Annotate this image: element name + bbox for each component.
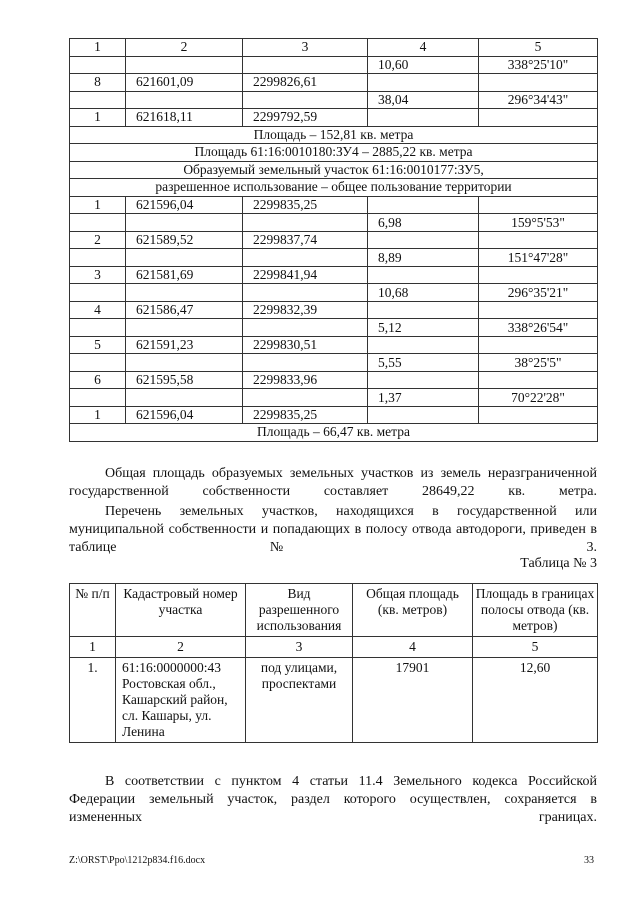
point-number: 4	[70, 301, 126, 319]
empty-cell	[70, 354, 126, 372]
point-number: 3	[70, 266, 126, 284]
segment-angle: 296°34'43"	[479, 91, 598, 109]
empty-cell	[70, 91, 126, 109]
coord-row	[70, 336, 598, 354]
segment-length: 10,60	[368, 56, 479, 74]
empty-cell	[479, 74, 598, 92]
numbering-cell: 3	[246, 637, 353, 658]
empty-cell	[243, 319, 368, 337]
coord-row	[70, 266, 598, 284]
empty-cell	[70, 389, 126, 407]
coordinates-table	[69, 38, 598, 442]
empty-cell	[368, 406, 479, 424]
coord-row	[70, 319, 598, 337]
segment-length: 10,68	[368, 284, 479, 302]
segment-length: 8,89	[368, 249, 479, 267]
coord-row	[70, 109, 598, 127]
empty-cell	[70, 284, 126, 302]
point-x: 621595,58	[126, 371, 243, 389]
header-num: № п/п	[70, 584, 116, 637]
row-usage: под улицами, проспектами	[246, 658, 353, 743]
list-paragraph: Перечень земельных участков, находящихся в государственной или муниципальной собственности и попадающих в полосу отвода автодороги, приведен в таблице № 3.	[69, 504, 597, 555]
closing-paragraph: В соответствии с пунктом 4 статьи 11.4 Земельного кодекса Российской Федерации земельный участок, раздел которого осуществлен, сохраняется в измененных границах.	[69, 774, 597, 825]
coord-header-cell: 5	[479, 39, 598, 57]
segment-angle: 296°35'21"	[479, 284, 598, 302]
coord-span-cell: разрешенное использование – общее пользование территории	[70, 179, 598, 197]
row-cadastral: 61:16:0000000:43 Ростовская обл., Кашарский район, сл. Кашары, ул. Ленина	[116, 658, 246, 743]
coord-row	[70, 371, 598, 389]
segment-angle: 151°47'28"	[479, 249, 598, 267]
coord-row	[70, 424, 598, 442]
empty-cell	[243, 354, 368, 372]
empty-cell	[126, 389, 243, 407]
empty-cell	[70, 249, 126, 267]
empty-cell	[126, 319, 243, 337]
point-number: 1	[70, 196, 126, 214]
row-num: 1.	[70, 658, 116, 743]
point-x: 621618,11	[126, 109, 243, 127]
table3-data-row	[70, 658, 598, 743]
empty-cell	[243, 214, 368, 232]
empty-cell	[243, 389, 368, 407]
row-strip-area: 12,60	[473, 658, 598, 743]
footer-file-path: Z:\ORST\Ppo\1212p834.f16.docx	[69, 855, 206, 866]
point-y: 2299833,96	[243, 371, 368, 389]
point-number: 1	[70, 109, 126, 127]
header-cadastral: Кадастровый номер участка	[116, 584, 246, 637]
header-total-area: Общая площадь (кв. метров)	[353, 584, 473, 637]
empty-cell	[70, 214, 126, 232]
coord-span-cell: Площадь – 66,47 кв. метра	[70, 424, 598, 442]
segment-length: 6,98	[368, 214, 479, 232]
coord-row	[70, 74, 598, 92]
empty-cell	[479, 301, 598, 319]
coord-row	[70, 126, 598, 144]
coord-row	[70, 231, 598, 249]
numbering-cell: 5	[473, 637, 598, 658]
empty-cell	[479, 109, 598, 127]
point-y: 2299835,25	[243, 406, 368, 424]
empty-cell	[368, 74, 479, 92]
coord-header-cell: 3	[243, 39, 368, 57]
numbering-cell: 2	[116, 637, 246, 658]
segment-angle: 38°25'5"	[479, 354, 598, 372]
point-y: 2299826,61	[243, 74, 368, 92]
empty-cell	[368, 231, 479, 249]
segment-length: 1,37	[368, 389, 479, 407]
segment-length: 38,04	[368, 91, 479, 109]
table-caption: Таблица № 3	[520, 556, 597, 571]
point-x: 621601,09	[126, 74, 243, 92]
point-y: 2299835,25	[243, 196, 368, 214]
point-x: 621581,69	[126, 266, 243, 284]
coord-row	[70, 354, 598, 372]
coord-row	[70, 214, 598, 232]
table3-numbering-row	[70, 637, 598, 658]
row-total-area: 17901	[353, 658, 473, 743]
empty-cell	[479, 196, 598, 214]
point-number: 5	[70, 336, 126, 354]
empty-cell	[243, 56, 368, 74]
segment-length: 5,55	[368, 354, 479, 372]
empty-cell	[126, 214, 243, 232]
point-y: 2299792,59	[243, 109, 368, 127]
coord-header-cell: 1	[70, 39, 126, 57]
total-area-paragraph: Общая площадь образуемых земельных участков из земель неразграниченной государственной собственности составляет 28649,22 кв. метра.	[69, 466, 597, 499]
point-y: 2299841,94	[243, 266, 368, 284]
coord-span-cell: Площадь – 152,81 кв. метра	[70, 126, 598, 144]
coord-row	[70, 91, 598, 109]
empty-cell	[243, 284, 368, 302]
coord-row	[70, 284, 598, 302]
segment-length: 5,12	[368, 319, 479, 337]
coord-row	[70, 196, 598, 214]
empty-cell	[479, 371, 598, 389]
empty-cell	[368, 196, 479, 214]
empty-cell	[368, 371, 479, 389]
coord-header-cell: 4	[368, 39, 479, 57]
table3-header-row	[70, 584, 598, 637]
point-y: 2299830,51	[243, 336, 368, 354]
coord-row	[70, 179, 598, 197]
coord-row	[70, 389, 598, 407]
point-number: 8	[70, 74, 126, 92]
empty-cell	[243, 91, 368, 109]
coord-row	[70, 161, 598, 179]
empty-cell	[70, 56, 126, 74]
empty-cell	[368, 109, 479, 127]
numbering-cell: 1	[70, 637, 116, 658]
empty-cell	[70, 319, 126, 337]
point-x: 621596,04	[126, 406, 243, 424]
empty-cell	[126, 284, 243, 302]
numbering-cell: 4	[353, 637, 473, 658]
point-y: 2299832,39	[243, 301, 368, 319]
point-number: 6	[70, 371, 126, 389]
empty-cell	[479, 336, 598, 354]
empty-cell	[368, 336, 479, 354]
coord-header-cell: 2	[126, 39, 243, 57]
header-strip-area: Площадь в границах полосы отвода (кв. метров)	[473, 584, 598, 637]
coord-row	[70, 249, 598, 267]
coord-span-cell: Площадь 61:16:0010180:ЗУ4 – 2885,22 кв. метра	[70, 144, 598, 162]
coord-row	[70, 406, 598, 424]
point-x: 621591,23	[126, 336, 243, 354]
empty-cell	[126, 56, 243, 74]
empty-cell	[243, 249, 368, 267]
empty-cell	[126, 354, 243, 372]
segment-angle: 70°22'28"	[479, 389, 598, 407]
empty-cell	[479, 406, 598, 424]
point-x: 621586,47	[126, 301, 243, 319]
header-usage: Вид разрешенного использования	[246, 584, 353, 637]
segment-angle: 338°26'54"	[479, 319, 598, 337]
point-x: 621589,52	[126, 231, 243, 249]
point-number: 2	[70, 231, 126, 249]
empty-cell	[126, 249, 243, 267]
segment-angle: 338°25'10"	[479, 56, 598, 74]
segment-angle: 159°5'53"	[479, 214, 598, 232]
coord-row	[70, 56, 598, 74]
empty-cell	[479, 266, 598, 284]
empty-cell	[126, 91, 243, 109]
coord-row	[70, 144, 598, 162]
coord-span-cell: Образуемый земельный участок 61:16:0010177:ЗУ5,	[70, 161, 598, 179]
land-plots-table	[69, 583, 598, 743]
footer-page-number: 33	[584, 855, 594, 866]
empty-cell	[479, 231, 598, 249]
point-y: 2299837,74	[243, 231, 368, 249]
point-x: 621596,04	[126, 196, 243, 214]
empty-cell	[368, 266, 479, 284]
coord-header-row	[70, 39, 598, 57]
empty-cell	[368, 301, 479, 319]
point-number: 1	[70, 406, 126, 424]
coord-row	[70, 301, 598, 319]
